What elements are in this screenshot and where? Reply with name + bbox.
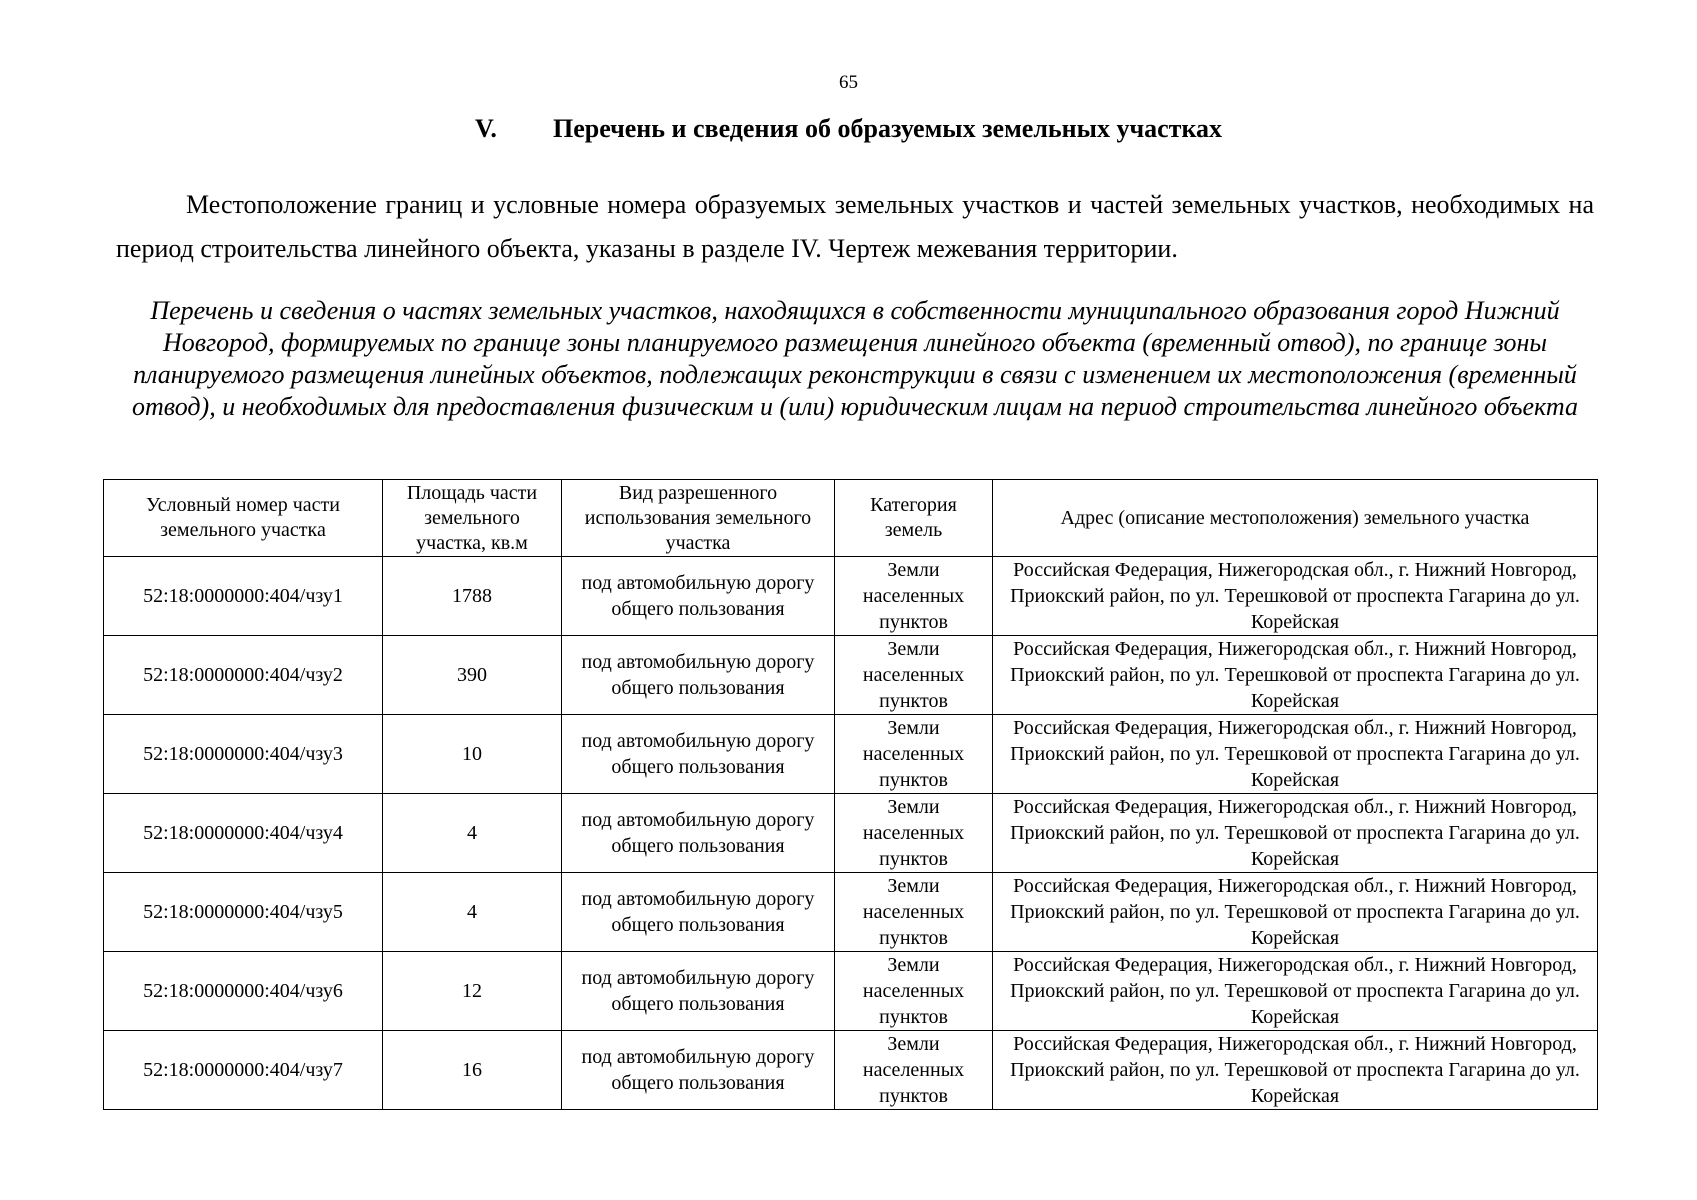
cell-permitted-use: под автомобильную дорогу общего пользования bbox=[562, 952, 835, 1031]
table-row bbox=[104, 715, 1598, 794]
table-row bbox=[104, 1031, 1598, 1110]
cell-address: Российская Федерация, Нижегородская обл., г. Нижний Новгород, Приокский район, по ул. Терешковой от проспекта Гагарина до ул. Корейская bbox=[993, 715, 1598, 794]
section-heading bbox=[0, 114, 1697, 144]
cell-land-category: Земли населенных пунктов bbox=[835, 636, 993, 715]
cell-part-number: 52:18:0000000:404/чзу3 bbox=[104, 715, 383, 794]
cell-part-number: 52:18:0000000:404/чзу1 bbox=[104, 557, 383, 636]
section-title: Перечень и сведения об образуемых земельных участках bbox=[552, 114, 1223, 143]
cell-permitted-use: под автомобильную дорогу общего пользования bbox=[562, 794, 835, 873]
cell-land-category: Земли населенных пунктов bbox=[835, 952, 993, 1031]
cell-part-number: 52:18:0000000:404/чзу7 bbox=[104, 1031, 383, 1110]
cell-permitted-use: под автомобильную дорогу общего пользования bbox=[562, 873, 835, 952]
cell-address: Российская Федерация, Нижегородская обл., г. Нижний Новгород, Приокский район, по ул. Терешковой от проспекта Гагарина до ул. Корейская bbox=[993, 952, 1598, 1031]
table-row bbox=[104, 952, 1598, 1031]
table-row bbox=[104, 794, 1598, 873]
cell-part-number: 52:18:0000000:404/чзу4 bbox=[104, 794, 383, 873]
intro-paragraph: Местоположение границ и условные номера образуемых земельных участков и частей земельных участков, необходимых на период строительства линейного объекта, указаны в разделе IV. Чертеж межевания территории. bbox=[116, 190, 1594, 263]
cell-address: Российская Федерация, Нижегородская обл., г. Нижний Новгород, Приокский район, по ул. Терешковой от проспекта Гагарина до ул. Корейская bbox=[993, 873, 1598, 952]
cell-area: 1788 bbox=[383, 557, 562, 636]
header-row bbox=[104, 480, 1598, 557]
cell-address: Российская Федерация, Нижегородская обл., г. Нижний Новгород, Приокский район, по ул. Терешковой от проспекта Гагарина до ул. Корейская bbox=[993, 1031, 1598, 1110]
cell-area: 4 bbox=[383, 794, 562, 873]
header-land-category: Категория земель bbox=[835, 480, 993, 557]
cell-part-number: 52:18:0000000:404/чзу6 bbox=[104, 952, 383, 1031]
table-body bbox=[104, 557, 1598, 1110]
header-permitted-use: Вид разрешенного использования земельного участка bbox=[562, 480, 835, 557]
cell-address: Российская Федерация, Нижегородская обл., г. Нижний Новгород, Приокский район, по ул. Терешковой от проспекта Гагарина до ул. Корейская bbox=[993, 636, 1598, 715]
table-row bbox=[104, 873, 1598, 952]
header-area: Площадь части земельного участка, кв.м bbox=[383, 480, 562, 557]
cell-land-category: Земли населенных пунктов bbox=[835, 715, 993, 794]
table-row bbox=[104, 636, 1598, 715]
cell-area: 390 bbox=[383, 636, 562, 715]
cell-area: 12 bbox=[383, 952, 562, 1031]
page-number: 65 bbox=[839, 72, 858, 93]
land-plots-table bbox=[103, 479, 1598, 1110]
table-caption: Перечень и сведения о частях земельных участков, находящихся в собственности муниципального образования город Нижний Новгород, формируемых по границе зоны планируемого размещения линейного объекта (временный отвод), по границе зоны планируемого размещения линейных объектов, подлежащих реконструкции в связи с изменением их местоположения (временный отвод), и необходимых для предоставления физическим и (или) юридическим лицам на период строительства линейного объекта bbox=[132, 296, 1578, 421]
table-header bbox=[104, 480, 1598, 557]
cell-address: Российская Федерация, Нижегородская обл., г. Нижний Новгород, Приокский район, по ул. Терешковой от проспекта Гагарина до ул. Корейская bbox=[993, 557, 1598, 636]
cell-part-number: 52:18:0000000:404/чзу2 bbox=[104, 636, 383, 715]
cell-part-number: 52:18:0000000:404/чзу5 bbox=[104, 873, 383, 952]
header-address: Адрес (описание местоположения) земельного участка bbox=[993, 480, 1598, 557]
cell-area: 4 bbox=[383, 873, 562, 952]
cell-land-category: Земли населенных пунктов bbox=[835, 873, 993, 952]
header-part-number: Условный номер части земельного участка bbox=[104, 480, 383, 557]
cell-land-category: Земли населенных пунктов bbox=[835, 1031, 993, 1110]
cell-land-category: Земли населенных пунктов bbox=[835, 794, 993, 873]
cell-permitted-use: под автомобильную дорогу общего пользования bbox=[562, 1031, 835, 1110]
section-numeral: V. bbox=[474, 114, 497, 143]
cell-address: Российская Федерация, Нижегородская обл., г. Нижний Новгород, Приокский район, по ул. Терешковой от проспекта Гагарина до ул. Корейская bbox=[993, 794, 1598, 873]
cell-permitted-use: под автомобильную дорогу общего пользования bbox=[562, 715, 835, 794]
cell-area: 16 bbox=[383, 1031, 562, 1110]
cell-land-category: Земли населенных пунктов bbox=[835, 557, 993, 636]
cell-area: 10 bbox=[383, 715, 562, 794]
cell-permitted-use: под автомобильную дорогу общего пользования bbox=[562, 557, 835, 636]
cell-permitted-use: под автомобильную дорогу общего пользования bbox=[562, 636, 835, 715]
table-row bbox=[104, 557, 1598, 636]
